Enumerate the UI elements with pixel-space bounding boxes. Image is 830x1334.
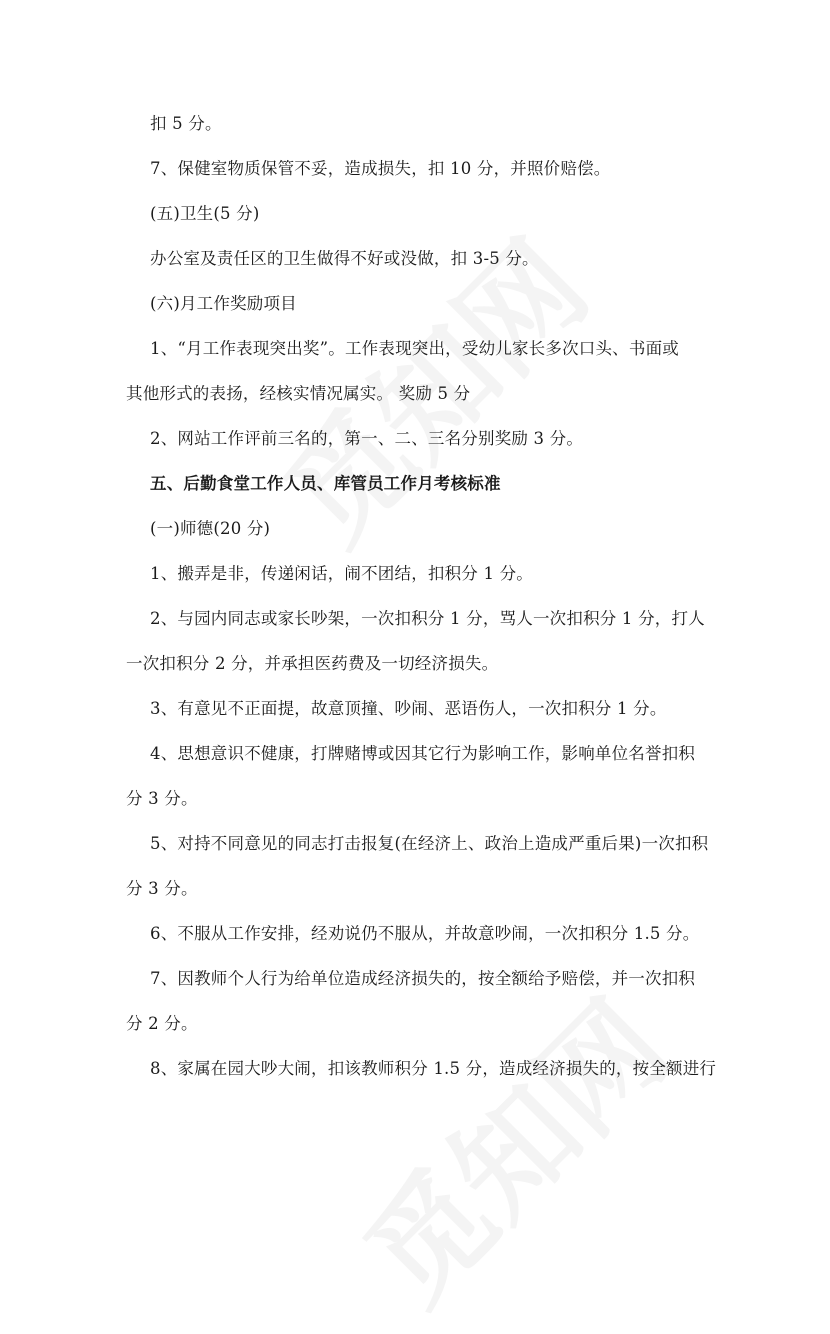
- text-line: 办公室及责任区的卫生做得不好或没做，扣 3-5 分。: [150, 249, 539, 268]
- text-line: 2、与园内同志或家长吵架，一次扣积分 1 分，骂人一次扣积分 1 分，打人: [150, 609, 705, 628]
- chapter-heading: 五、后勤食堂工作人员、库管员工作月考核标准: [150, 474, 501, 493]
- text-line: 7、保健室物质保管不妥，造成损失，扣 10 分，并照价赔偿。: [150, 159, 611, 178]
- section-heading: (一)师德(20 分): [150, 519, 271, 538]
- text-line: 一次扣积分 2 分，并承担医药费及一切经济损失。: [126, 654, 499, 673]
- text-line: 2、网站工作评前三名的，第一、二、三名分别奖励 3 分。: [150, 429, 584, 448]
- text-line: 4、思想意识不健康，打牌赌博或因其它行为影响工作，影响单位名誉扣积: [150, 744, 696, 763]
- text-line: 8、家属在园大吵大闹，扣该教师积分 1.5 分，造成经济损失的，按全额进行: [150, 1059, 717, 1078]
- section-heading: (五)卫生(5 分): [150, 204, 260, 223]
- section-heading: (六)月工作奖励项目: [150, 294, 297, 313]
- text-line: 5、对持不同意见的同志打击报复(在经济上、政治上造成严重后果)一次扣积: [150, 834, 709, 853]
- text-line: 3、有意见不正面提，故意顶撞、吵闹、恶语伤人，一次扣积分 1 分。: [150, 699, 667, 718]
- text-line: 分 3 分。: [126, 789, 198, 808]
- text-line: 分 3 分。: [126, 879, 198, 898]
- text-line: 1、“月工作表现突出奖”。工作表现突出，受幼儿家长多次口头、书面或: [150, 339, 679, 358]
- text-line: 1、搬弄是非，传递闲话，闹不团结，扣积分 1 分。: [150, 564, 533, 583]
- text-line: 分 2 分。: [126, 1014, 198, 1033]
- text-line: 6、不服从工作安排，经劝说仍不服从，并故意吵闹，一次扣积分 1.5 分。: [150, 924, 700, 943]
- text-line: 7、因教师个人行为给单位造成经济损失的，按全额给予赔偿，并一次扣积: [150, 969, 696, 988]
- text-line: 其他形式的表扬，经核实情况属实。 奖励 5 分: [126, 384, 471, 403]
- text-line: 扣 5 分。: [150, 114, 222, 133]
